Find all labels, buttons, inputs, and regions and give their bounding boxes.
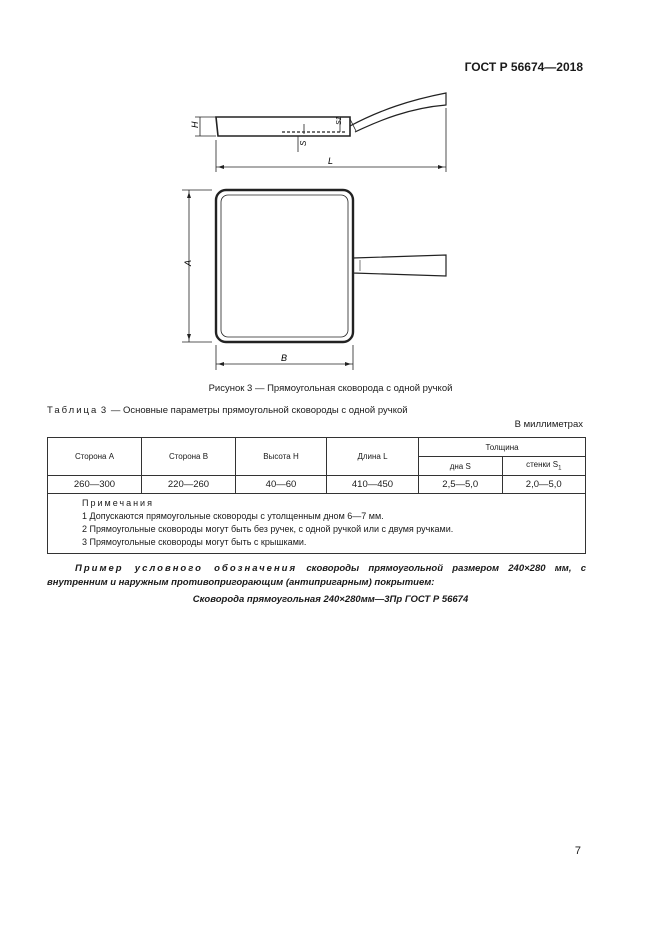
value-walls: 2,0—5,0	[502, 476, 586, 494]
designation: Сковорода прямоугольная 240×280мм—3Пр ГОСТ Р 56674	[192, 594, 469, 605]
label-s1: S1	[336, 116, 343, 125]
value-side-a: 260—300	[48, 476, 142, 494]
table-number: 3	[100, 405, 109, 416]
designation-example	[47, 562, 586, 590]
example-text: сковороды прямоугольной размером 240×280 мм, с внутренним и наружным противопригорающим (антипригарным) покрытием:	[47, 563, 587, 588]
label-b: B	[281, 353, 288, 363]
notes-title: Примечания	[82, 498, 154, 508]
header-side-b: Сторона B	[142, 438, 236, 476]
page-number: 7	[574, 845, 581, 857]
table-notes	[48, 494, 586, 554]
standard-code: ГОСТ Р 56674—2018	[464, 60, 583, 74]
label-l: L	[328, 156, 334, 166]
table-units: В миллиметрах	[514, 419, 583, 430]
note-3: 3 Прямоугольные сковороды могут быть с крышками.	[82, 537, 307, 547]
top-view	[182, 190, 446, 370]
table-word: Таблица	[47, 405, 99, 416]
value-side-b: 220—260	[142, 476, 236, 494]
header-side-a: Сторона A	[48, 438, 142, 476]
example-lead: Пример условного обозначения	[75, 563, 298, 574]
header-length: Длина L	[327, 438, 419, 476]
header-height: Высота H	[236, 438, 327, 476]
value-length: 410—450	[327, 476, 419, 494]
side-view	[195, 93, 446, 172]
label-s: S	[299, 140, 308, 146]
label-a: A	[183, 259, 193, 266]
header-walls-text: стенки S	[526, 460, 559, 470]
table-title-text: — Основные параметры прямоугольной сковороды с одной ручкой	[110, 405, 408, 416]
header-walls	[502, 457, 586, 476]
value-bottom: 2,5—5,0	[419, 476, 503, 494]
value-height: 40—60	[236, 476, 327, 494]
note-2: 2 Прямоугольные сковороды могут быть без ручек, с одной ручкой или с двумя ручками.	[82, 524, 454, 534]
parameters-table	[47, 437, 586, 554]
figure-caption: Рисунок 3 — Прямоугольная сковорода с одной ручкой	[208, 383, 453, 394]
note-1: 1 Допускаются прямоугольные сковороды с утолщенным дном 6—7 мм.	[82, 511, 384, 521]
frying-pan-drawing	[170, 88, 460, 378]
header-bottom: дна S	[419, 457, 503, 476]
table-title	[47, 405, 408, 416]
header-walls-sub: 1	[558, 465, 562, 472]
label-h: H	[190, 121, 200, 128]
header-thickness: Толщина	[419, 438, 586, 457]
